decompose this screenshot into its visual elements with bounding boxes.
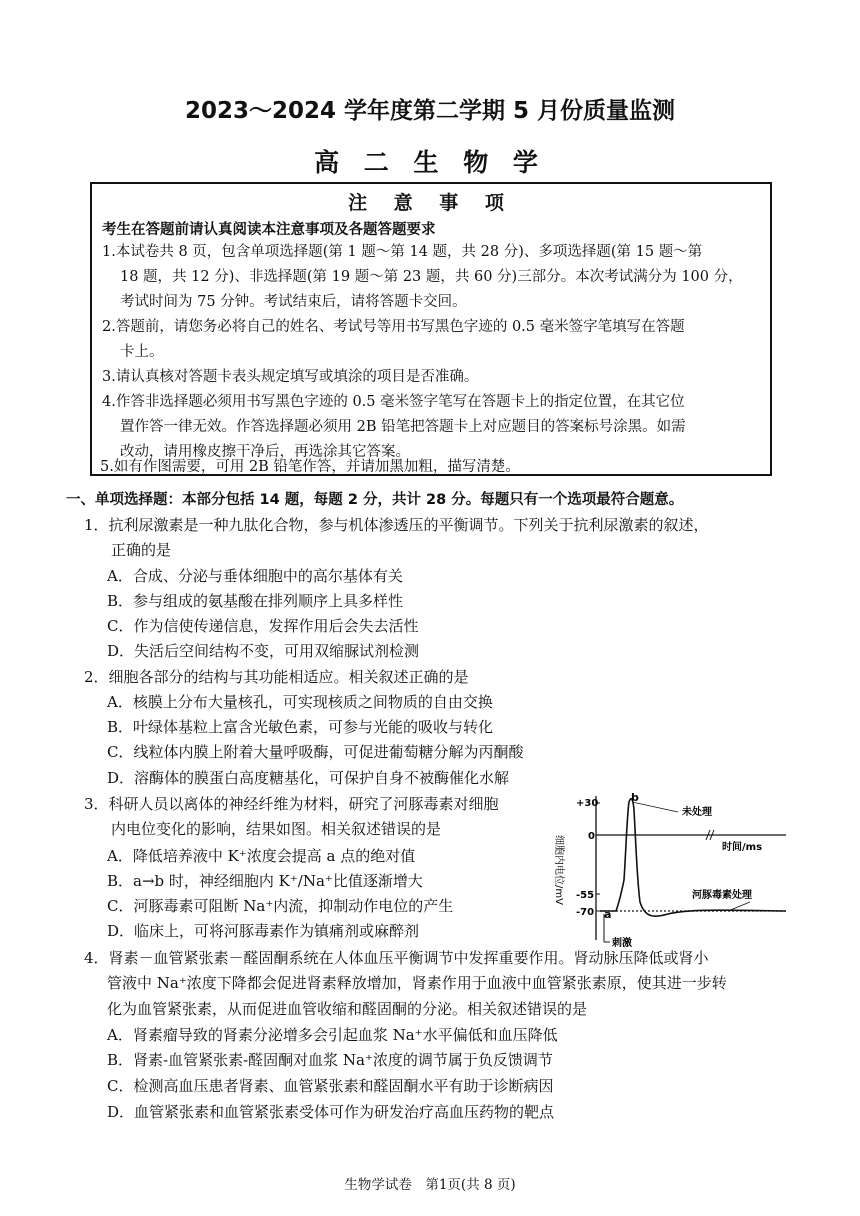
notice-subheading: 考生在答题前请认真阅读本注意事项及各题答题要求 [102,222,436,238]
q1-stem-cont: 正确的是 [111,541,172,559]
figure-tick-label: 0 [588,831,595,842]
notice-line: 4.作答非选择题必须用书写黑色字迹的 0.5 毫米签字笔写在答题卡上的指定位置，在其它位 [102,394,685,410]
q3-option-b: B．a→b 时，神经细胞内 K⁺/Na⁺比值逐渐增大 [107,872,423,890]
q2-option-b: B．叶绿体基粒上富含光敏色素，可参与光能的吸收与转化 [107,718,494,736]
notice-box [90,182,772,476]
q3-stem-cont: 内电位变化的影响，结果如图。相关叙述错误的是 [111,820,442,838]
page-footer: 生物学试卷 第1页(共 8 页) [344,1177,516,1193]
q4-option-b: B．肾素-血管紧张素-醛固酮对血浆 Na⁺浓度的调节属于负反馈调节 [107,1051,553,1069]
section-heading: 一、单项选择题：本部分包括 14 题，每题 2 分，共计 28 分。每题只有一个选项最符合题意。 [66,492,684,508]
stimulus-label: 刺激 [612,938,632,949]
ttx-label: 河豚毒素处理 [692,890,752,901]
notice-line: 18 题，共 12 分)、非选择题(第 19 题～第 23 题，共 60 分)三部分。本次考试满分为 100 分， [120,269,743,285]
figure-ylabel: 细胞内电位/mV [553,835,564,905]
q3-option-d: D．临床上，可将河豚毒素作为镇痛剂或麻醉剂 [107,922,420,940]
q1-option-c: C．作为信使传递信息，发挥作用后会失去活性 [107,617,419,635]
q1-option-a: A．合成、分泌与垂体细胞中的高尔基体有关 [107,567,403,585]
figure-tick-label: -70 [576,907,595,918]
notice-line: 改动，请用橡皮擦干净后，再选涂其它答案。 [120,444,410,460]
notice-line: 5.如有作图需要，可用 2B 铅笔作答，并请加黑加粗，描写清楚。 [100,459,520,475]
notice-line: 考试时间为 75 分钟。考试结束后，请将答题卡交回。 [120,294,467,310]
exam-title: 2023～2024 学年度第二学期 5 月份质量监测 [184,98,676,124]
untreated-label: 未处理 [682,807,712,818]
figure-tick-label: -55 [576,890,595,901]
q3-option-c: C．河豚毒素可阻断 Na⁺内流，抑制动作电位的产生 [107,897,454,915]
q2-stem: 2．细胞各部分的结构与其功能相适应。相关叙述正确的是 [84,668,469,686]
notice-line: 1.本试卷共 8 页，包含单项选择题(第 1 题～第 14 题，共 28 分)、多项选择题(第 15 题～第 [102,244,703,260]
q2-option-d: D．溶酶体的膜蛋白高度糖基化，可保护自身不被酶催化水解 [107,769,510,787]
q4-stem-cont: 管液中 Na⁺浓度下降都会促进肾素释放增加，肾素作用于血液中血管紧张素原，使其进一步转 [107,974,727,992]
q4-stem-cont: 化为血管紧张素，从而促进血管收缩和醛固酮的分泌。相关叙述错误的是 [107,1000,588,1018]
exam-subject: 高 二 生 物 学 [314,148,546,177]
figure-xlabel: 时间/ms [722,842,763,853]
notice-line: 置作答一律无效。作答选择题必须用 2B 铅笔把答题卡上对应题目的答案标号涂黑。如需 [120,419,686,435]
notice-line: 3.请认真核对答题卡表头规定填写或填涂的项目是否准确。 [102,369,479,385]
q1-stem: 1．抗利尿激素是一种九肽化合物，参与机体渗透压的平衡调节。下列关于抗利尿激素的叙述， [84,516,709,534]
q2-option-c: C．线粒体内膜上附着大量呼吸酶，可促进葡萄糖分解为丙酮酸 [107,743,524,761]
point-a-label: a [604,908,612,921]
notice-line: 2.答题前，请您务必将自己的姓名、考试号等用书写黑色字迹的 0.5 毫米签字笔填写在答题 [102,319,685,335]
q4-option-a: A．肾素瘤导致的肾素分泌增多会引起血浆 Na⁺水平偏低和血压降低 [107,1026,558,1044]
point-b-label: b [631,791,639,804]
q3-stem: 3．科研人员以离体的神经纤维为材料，研究了河豚毒素对细胞 [84,795,499,813]
q1-option-b: B．参与组成的氨基酸在排列顺序上具多样性 [107,592,404,610]
q4-option-d: D．血管紧张素和血管紧张素受体可作为研发治疗高血压药物的靶点 [107,1103,555,1121]
label-leader [632,802,678,812]
q4-stem: 4．肾素－血管紧张素－醛固酮系统在人体血压平衡调节中发挥重要作用。肾动脉压降低或肾小 [84,949,709,967]
q1-option-d: D．失活后空间结构不变，可用双缩脲试剂检测 [107,642,420,660]
figure-tick-label: +30 [576,798,599,809]
q2-option-a: A．核膜上分布大量核孔，可实现核质之间物质的自由交换 [107,693,493,711]
action-potential-figure [550,790,790,950]
notice-line: 卡上。 [120,344,164,360]
q4-option-c: C．检测高血压患者肾素、血管紧张素和醛固酮水平有助于诊断病因 [107,1077,554,1095]
q3-option-a: A．降低培养液中 K⁺浓度会提高 a 点的绝对值 [107,847,416,865]
notice-title: 注 意 事 项 [348,192,514,214]
